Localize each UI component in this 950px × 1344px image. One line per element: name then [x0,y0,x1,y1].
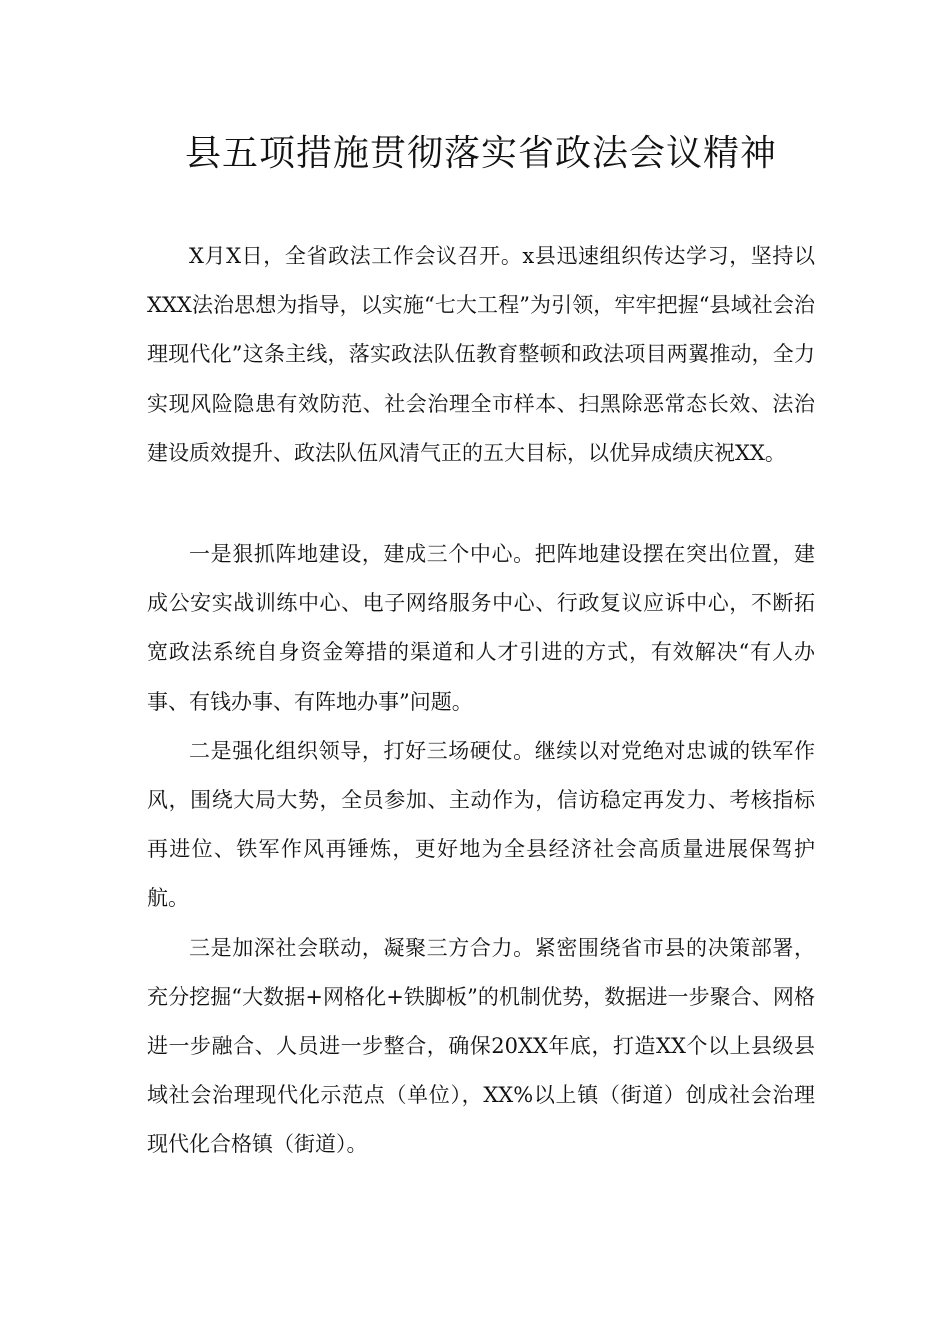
intro-paragraph: X月X日，全省政法工作会议召开。x县迅速组织传达学习，坚持以XXX法治思想为指导，以实施“七大工程”为引领，牢牢把握“县域社会治理现代化”这条主线，落实政法队伍教育整顿和政法项目两翼推动，全力实现风险隐患有效防范、社会治理全市样本、扫黑除恶常态长效、法治建设质效提升、政法队伍风清气正的五大目标，以优异成绩庆祝XX。 [147,244,815,465]
measure-paragraph-1: 一是狠抓阵地建设，建成三个中心。把阵地建设摆在突出位置，建成公安实战训练中心、电子网络服务中心、行政复议应诉中心，不断拓宽政法系统自身资金筹措的渠道和人才引进的方式，有效解决“有人办事、有钱办事、有阵地办事”问题。 [147,542,815,714]
measure-paragraph-3: 三是加深社会联动，凝聚三方合力。紧密围绕省市县的决策部署，充分挖掘“大数据+网格化+铁脚板”的机制优势，数据进一步聚合、网格进一步融合、人员进一步整合，确保20XX年底，打造XX个以上县级县域社会治理现代化示范点（单位），XX%以上镇（街道）创成社会治理现代化合格镇（街道）。 [147,935,815,1157]
measure-paragraph-2: 二是强化组织领导，打好三场硬仗。继续以对党绝对忠诚的铁军作风，围绕大局大势，全员参加、主动作为，信访稳定再发力、考核指标再进位、铁军作风再锤炼，更好地为全县经济社会高质量进展保驾护航。 [147,738,815,911]
document-title: 县五项措施贯彻落实省政法会议精神 [184,133,777,174]
document-body [147,232,815,1170]
